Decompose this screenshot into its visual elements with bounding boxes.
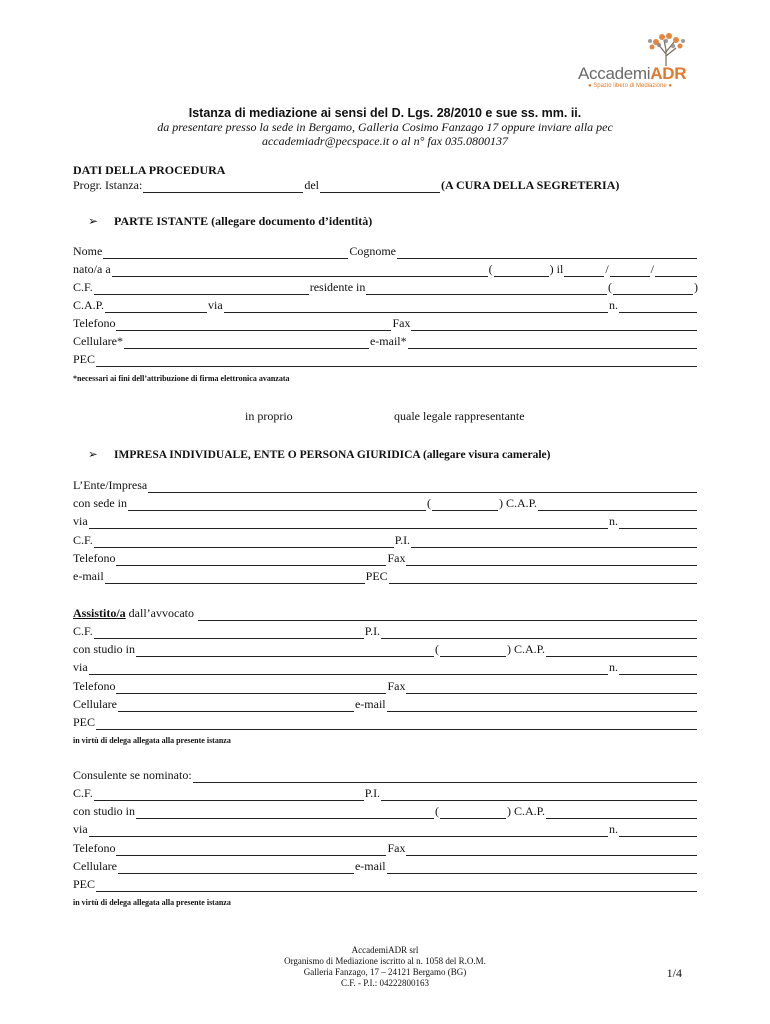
impresa-via-row: via n.: [73, 514, 698, 529]
del-date-field[interactable]: [320, 181, 440, 193]
residenza-field[interactable]: [366, 283, 607, 295]
cap-via-row: C.A.P. via n.: [73, 298, 698, 313]
nome-field[interactable]: [103, 247, 348, 259]
consulente-telefono-row: Telefono Fax: [73, 841, 698, 856]
mese-nascita-field[interactable]: [610, 265, 650, 277]
impresa-pec-field[interactable]: [389, 572, 697, 584]
nato-row: nato/a a ( ) il / /: [73, 262, 698, 277]
impresa-email-row: e-mail PEC: [73, 569, 698, 584]
consulente-cellulare-field[interactable]: [118, 862, 354, 874]
avvocato-cf-row: C.F. P.I.: [73, 624, 698, 639]
impresa-fax-field[interactable]: [406, 554, 697, 566]
avvocato-studio-field[interactable]: [136, 645, 434, 657]
provincia-nascita-field[interactable]: [494, 265, 549, 277]
avvocato-pec-field[interactable]: [96, 718, 697, 730]
footer: [0, 945, 770, 989]
avvocato-via-field[interactable]: [89, 663, 608, 675]
consulente-delega-note: in virtù di delega allegata alla presente istanza: [73, 898, 231, 907]
tree-icon: [636, 32, 696, 66]
numero-civico-field[interactable]: [619, 301, 697, 313]
footer-registration: Organismo di Mediazione iscritto al n. 1058 del R.O.M.: [284, 956, 486, 966]
avvocato-fax-field[interactable]: [406, 682, 697, 694]
option-legale-rappresentante[interactable]: quale legale rappresentante: [394, 409, 525, 423]
firma-note: *necessari ai fini dell’attribuzione di firma elettronica avanzata: [73, 374, 290, 383]
consulente-numero-field[interactable]: [619, 825, 697, 837]
telefono-field[interactable]: [116, 319, 391, 331]
avvocato-email-field[interactable]: [387, 700, 697, 712]
cellulare-field[interactable]: [124, 337, 369, 349]
consulente-via-field[interactable]: [89, 825, 608, 837]
avvocato-cellulare-field[interactable]: [118, 700, 354, 712]
via-field[interactable]: [224, 301, 608, 313]
pec-field[interactable]: [96, 355, 697, 367]
impresa-telefono-field[interactable]: [116, 554, 386, 566]
logo-wordmark: AccademiADR: [578, 64, 687, 83]
consulente-cellulare-row: Cellulare e-mail: [73, 859, 698, 874]
cognome-field[interactable]: [397, 247, 697, 259]
assistito-row: Assistito/a dall’avvocato: [73, 606, 698, 621]
impresa-via-field[interactable]: [89, 517, 608, 529]
avvocato-numero-field[interactable]: [619, 663, 697, 675]
consulente-cap-field[interactable]: [546, 807, 697, 819]
telefono-fax-row: Telefono Fax: [73, 316, 698, 331]
option-in-proprio[interactable]: in proprio: [245, 409, 293, 423]
section-heading-impresa: ➢ IMPRESA INDIVIDUALE, ENTE O PERSONA GIURIDICA (allegare visura camerale): [88, 449, 551, 461]
page-number: 1/4: [666, 966, 682, 980]
consulente-row: Consulente se nominato:: [73, 768, 698, 783]
consulente-telefono-field[interactable]: [116, 844, 386, 856]
consulente-pec-row: PEC: [73, 877, 698, 892]
avvocato-field[interactable]: [198, 609, 697, 621]
cap-field[interactable]: [105, 301, 207, 313]
nome-cognome-row: Nome Cognome: [73, 244, 698, 259]
footer-vat: C.F. - P.I.: 04222800163: [340, 978, 430, 988]
cap-sede-field[interactable]: [538, 499, 697, 511]
arrow-bullet-icon: ➢: [88, 449, 98, 461]
ente-row: L’Ente/Impresa: [73, 478, 698, 493]
fax-field[interactable]: [411, 319, 697, 331]
cellulare-email-row: Cellulare* e-mail*: [73, 334, 698, 349]
avvocato-pec-row: PEC: [73, 715, 698, 730]
consulente-field[interactable]: [193, 771, 697, 783]
progr-istanza-row: Progr. Istanza: del (A CURA DELLA SEGRETERIA): [73, 178, 620, 192]
consulente-provincia-field[interactable]: [440, 807, 506, 819]
section-heading-procedura: DATI DELLA PROCEDURA: [73, 163, 226, 177]
sede-field[interactable]: [128, 499, 426, 511]
ente-field[interactable]: [148, 481, 697, 493]
footer-address: Galleria Fanzago, 17 – 24121 Bergamo (BG): [303, 967, 467, 977]
avvocato-pi-field[interactable]: [381, 627, 697, 639]
anno-nascita-field[interactable]: [655, 265, 697, 277]
email-field[interactable]: [408, 337, 697, 349]
subtitle-line-1: da presentare presso la sede in Bergamo, Galleria Cosimo Fanzago 17 oppure inviare alla pec: [157, 120, 613, 134]
consulente-email-field[interactable]: [387, 862, 697, 874]
consulente-pec-field[interactable]: [96, 880, 697, 892]
pec-row: PEC: [73, 352, 698, 367]
avvocato-telefono-field[interactable]: [116, 682, 386, 694]
avvocato-via-row: via n.: [73, 660, 698, 675]
giorno-nascita-field[interactable]: [564, 265, 604, 277]
cf-field[interactable]: [94, 283, 309, 295]
impresa-cf-field[interactable]: [94, 536, 394, 548]
subtitle-line-2: accademiadr@pecspace.it o al n° fax 035.0800137: [261, 134, 509, 148]
sede-row: con sede in ( ) C.A.P.: [73, 496, 698, 511]
impresa-telefono-row: Telefono Fax: [73, 551, 698, 566]
consulente-studio-field[interactable]: [136, 807, 434, 819]
consulente-fax-field[interactable]: [406, 844, 697, 856]
avvocato-provincia-field[interactable]: [440, 645, 506, 657]
avvocato-cap-field[interactable]: [546, 645, 697, 657]
provincia-residenza-field[interactable]: [613, 283, 693, 295]
consulente-via-row: via n.: [73, 822, 698, 837]
impresa-pi-field[interactable]: [411, 536, 697, 548]
footer-company: AccademiADR srl: [351, 945, 419, 955]
luogo-nascita-field[interactable]: [112, 265, 488, 277]
provincia-sede-field[interactable]: [432, 499, 498, 511]
accademiadr-logo: [578, 34, 698, 92]
consulente-studio-row: con studio in ( ) C.A.P.: [73, 804, 698, 819]
consulente-pi-field[interactable]: [381, 789, 697, 801]
impresa-cf-row: C.F. P.I.: [73, 533, 698, 548]
progr-istanza-field[interactable]: [143, 181, 303, 193]
logo-tagline: ● Spazio libero di Mediazione ●: [588, 83, 672, 89]
avvocato-delega-note: in virtù di delega allegata alla presente istanza: [73, 736, 231, 745]
avvocato-cellulare-row: Cellulare e-mail: [73, 697, 698, 712]
consulente-cf-row: C.F. P.I.: [73, 786, 698, 801]
avvocato-telefono-row: Telefono Fax: [73, 679, 698, 694]
document-title: Istanza di mediazione ai sensi del D. Lgs. 28/2010 e sue ss. mm. ii.: [188, 106, 582, 120]
impresa-numero-field[interactable]: [619, 517, 697, 529]
consulente-cf-field[interactable]: [94, 789, 364, 801]
cf-residente-row: C.F. residente in ( ): [73, 280, 698, 294]
arrow-bullet-icon: ➢: [88, 214, 99, 228]
avvocato-studio-row: con studio in ( ) C.A.P.: [73, 642, 698, 657]
section-heading-parte-istante: ➢ PARTE ISTANTE (allegare documento d’identità): [88, 214, 373, 228]
impresa-email-field[interactable]: [105, 572, 365, 584]
avvocato-cf-field[interactable]: [94, 627, 364, 639]
